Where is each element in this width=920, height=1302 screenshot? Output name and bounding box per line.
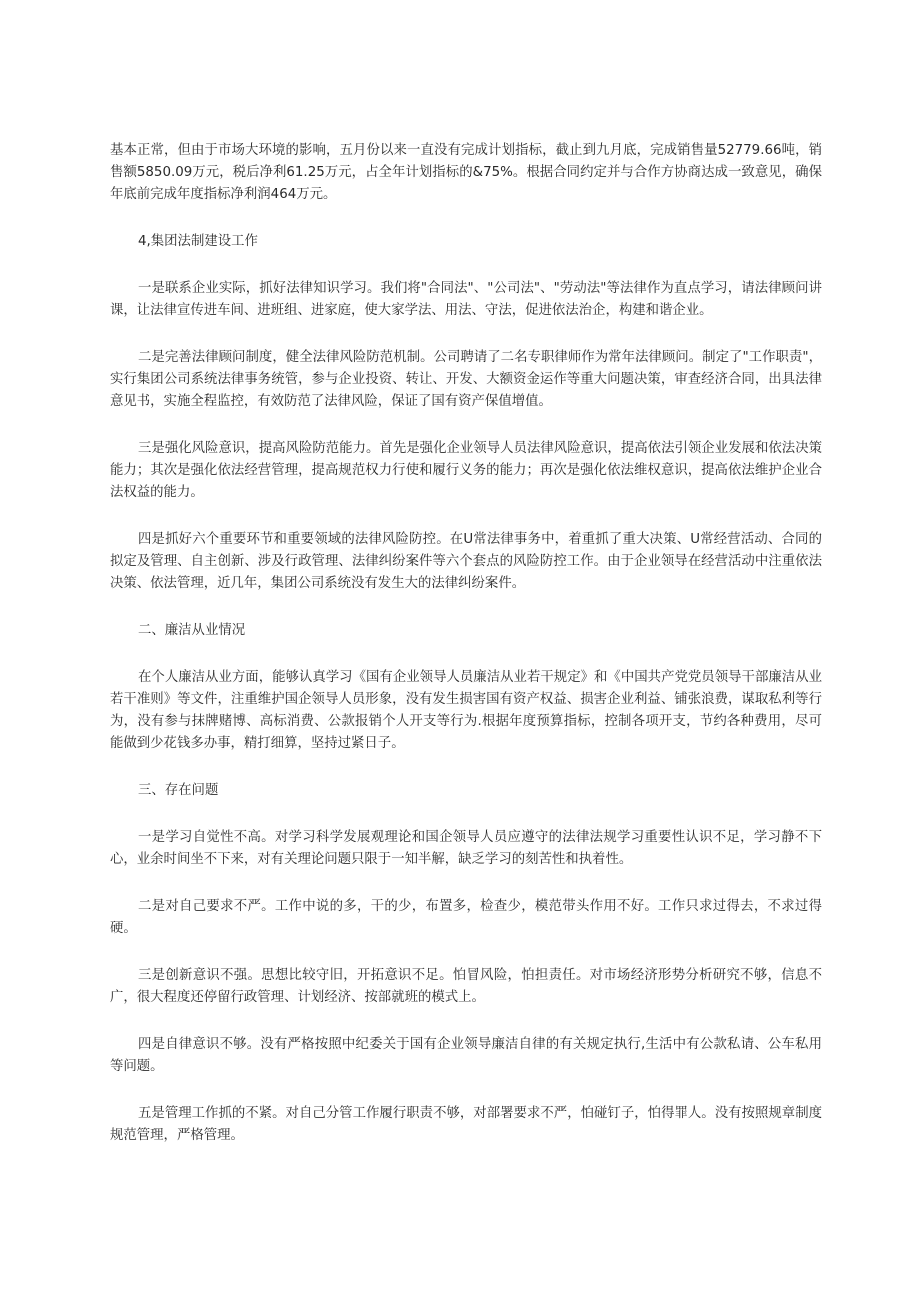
paragraph-problem-2: 二是对自己要求不严。工作中说的多，干的少，布置多，检查少，模范带头作用不好。工作只求过得去，不求过得硬。 — [110, 899, 822, 936]
heading-integrity: 二、廉洁从业情况 — [138, 623, 246, 638]
paragraph-risk-control: 四是抓好六个重要环节和重要领域的法律风险防控。在U常法律事务中，着重抓了重大决策、U常经营活动、合同的拟定及管理、自主创新、涉及行政管理、法律纠纷案件等六个套点的风险防控工作。由于企业领导在经营活动中注重依法决策、依法管理，近几年，集团公司系统没有发生大的法律纠纷案件。 — [110, 532, 822, 591]
paragraph-problem-1: 一是学习自觉性不高。对学习科学发展观理论和国企领导人员应遵守的法律法规学习重要性认识不足，学习静不下心，业余时间坐不下来，对有关理论问题只限于一知半解，缺乏学习的刻苦性和执着性。 — [110, 830, 822, 867]
paragraph-problem-5: 五是管理工作抓的不紧。对自己分管工作履行职责不够，对部署要求不严，怕碰钉子，怕得罪人。没有按照规章制度规范管理，严格管理。 — [110, 1106, 822, 1143]
heading-legal-construction: 4,集团法制建设工作 — [138, 234, 258, 249]
paragraph-problem-3: 三是创新意识不强。思想比较守旧，开拓意识不足。怕冒风险，怕担责任。对市场经济形势分析研究不够，信息不广，很大程度还停留行政管理、计划经济、按部就班的模式上。 — [110, 968, 822, 1005]
heading-problems: 三、存在问题 — [138, 783, 219, 798]
paragraph-legal-study: 一是联系企业实际，抓好法律知识学习。我们将"合同法"、"公司法"、"劳动法"等法律作为直点学习，请法律顾问讲课，让法律宣传进车间、进班组、进家庭，使大家学法、用法、守法，促进依法治企，构建和谐企业。 — [110, 281, 822, 318]
paragraph-legal-counsel: 二是完善法律顾问制度，健全法律风险防范机制。公司聘请了二名专职律师作为常年法律顾问。制定了"工作职责"，实行集团公司系统法律事务统管，参与企业投资、转让、开发、大额资金运作等重大问题决策，审查经济合同，出具法律意见书，实施全程监控，有效防范了法律风险，保证了国有资产保值增值。 — [110, 350, 822, 409]
paragraph-integrity: 在个人廉洁从业方面，能够认真学习《国有企业领导人员廉洁从业若干规定》和《中国共产党党员领导干部廉洁从业若干准则》等文件，注重维护国企领导人员形象，没有发生损害国有资产权益、损害企业利益、铺张浪费，谋取私利等行为，没有参与抹牌赌博、高标消费、公款报销个人开支等行为.根据年度预算指标，控制各项开支，节约各种费用，尽可能做到少花钱多办事，精打细算，坚持过紧日子。 — [110, 670, 822, 751]
paragraph-sales-summary: 基本正常，但由于市场大环境的影响，五月份以来一直没有完成计划指标，截止到九月底，完成销售量52779.66吨，销售额5850.09万元，税后净利61.25万元，占全年计划指标的&75%。根据合同约定并与合作方协商达成一致意见，确保年底前完成年度指标净利润464万元。 — [110, 143, 822, 202]
paragraph-problem-4: 四是自律意识不够。没有严格按照中纪委关于国有企业领导廉洁自律的有关规定执行,生活中有公款私请、公车私用等问题。 — [110, 1037, 822, 1074]
document-page — [110, 140, 822, 1172]
paragraph-risk-awareness: 三是强化风险意识，提高风险防范能力。首先是强化企业领导人员法律风险意识，提高依法引领企业发展和依法决策能力；其次是强化依法经营管理，提高规范权力行使和履行义务的能力；再次是强化依法维权意识，提高依法维护企业合法权益的能力。 — [110, 441, 822, 500]
